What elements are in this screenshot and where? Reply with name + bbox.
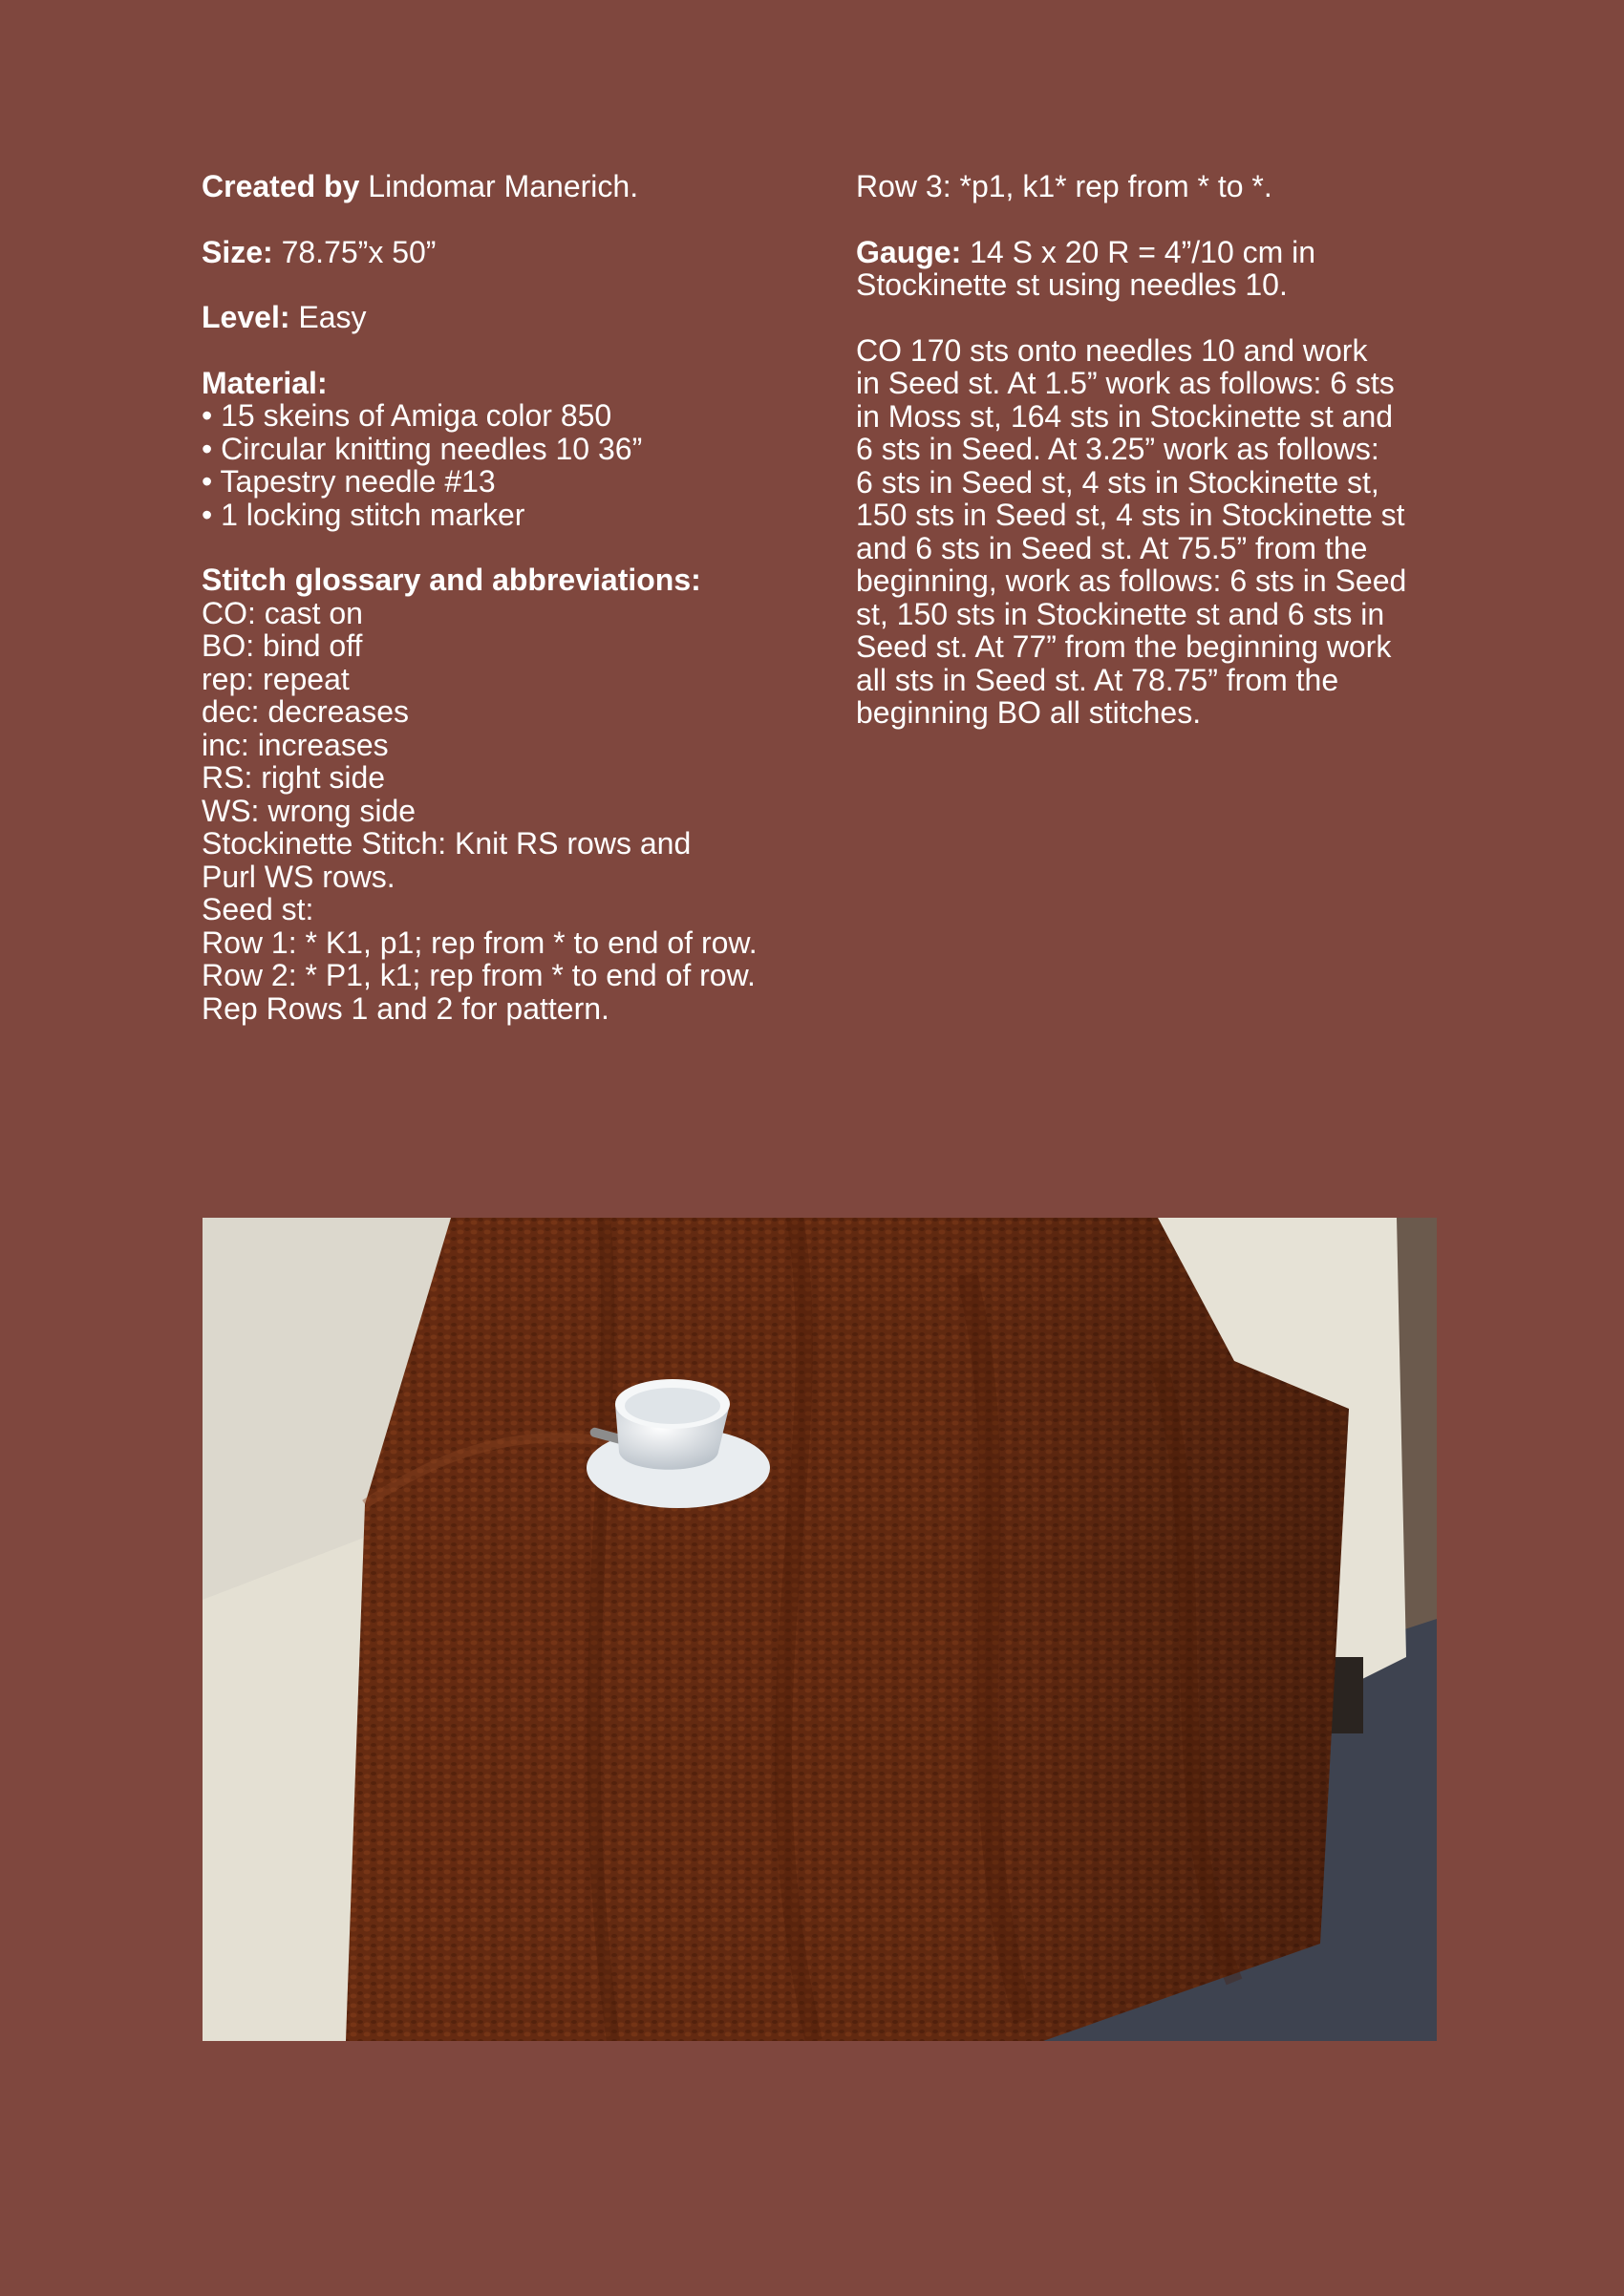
instruction-line: beginning, work as follows: 6 sts in Seed bbox=[856, 563, 1407, 598]
gauge-label: Gauge: bbox=[856, 234, 962, 269]
instruction-line: in Moss st, 164 sts in Stockinette st and bbox=[856, 398, 1394, 434]
created-by bbox=[202, 170, 813, 203]
size-value: 78.75”x 50” bbox=[281, 234, 437, 269]
glossary-line: Purl WS rows. bbox=[202, 859, 395, 894]
gauge-value-2: Stockinette st using needles 10. bbox=[856, 267, 1288, 302]
right-column bbox=[856, 170, 1486, 730]
instruction-line: 150 sts in Seed st, 4 sts in Stockinette st bbox=[856, 498, 1405, 532]
glossary-line: RS: right side bbox=[202, 760, 386, 795]
level-label: Level: bbox=[202, 300, 290, 334]
material-label: Material: bbox=[202, 365, 328, 400]
instruction-line: 6 sts in Seed. At 3.25” work as follows: bbox=[856, 432, 1379, 466]
glossary-line: Rep Rows 1 and 2 for pattern. bbox=[202, 990, 609, 1026]
created-by-label: Created by bbox=[202, 169, 360, 203]
glossary-line: Row 2: * P1, k1; rep from * to end of row. bbox=[202, 958, 756, 992]
glossary-line: dec: decreases bbox=[202, 694, 410, 729]
material-item: • Circular knitting needles 10 36” bbox=[202, 431, 643, 466]
glossary-section bbox=[202, 563, 813, 1025]
blanket-photo-illustration bbox=[203, 1218, 1437, 2041]
level bbox=[202, 301, 813, 334]
blanket-photo bbox=[203, 1218, 1437, 2041]
glossary-line: rep: repeat bbox=[202, 661, 350, 696]
glossary-line: Row 1: * K1, p1; rep from * to end of row. bbox=[202, 925, 758, 960]
instruction-line: CO 170 sts onto needles 10 and work bbox=[856, 332, 1368, 368]
material-item: • Tapestry needle #13 bbox=[202, 464, 496, 499]
glossary-line: Seed st: bbox=[202, 892, 314, 926]
instruction-line: in Seed st. At 1.5” work as follows: 6 sts bbox=[856, 366, 1395, 400]
glossary-label: Stitch glossary and abbreviations: bbox=[202, 563, 701, 597]
material-item: • 15 skeins of Amiga color 850 bbox=[202, 398, 612, 433]
gauge-value: 14 S x 20 R = 4”/10 cm in bbox=[970, 234, 1316, 269]
glossary-line: inc: increases bbox=[202, 727, 389, 762]
glossary-line: Stockinette Stitch: Knit RS rows and bbox=[202, 826, 692, 861]
size-label: Size: bbox=[202, 234, 273, 269]
glossary-line: CO: cast on bbox=[202, 595, 363, 630]
instruction-line: and 6 sts in Seed st. At 75.5” from the bbox=[856, 530, 1368, 565]
material-section bbox=[202, 367, 813, 532]
glossary-line: WS: wrong side bbox=[202, 793, 417, 828]
created-by-value: Lindomar Manerich. bbox=[368, 169, 639, 203]
instruction-line: beginning BO all stitches. bbox=[856, 695, 1202, 730]
glossary-line: BO: bind off bbox=[202, 628, 363, 663]
material-item: • 1 locking stitch marker bbox=[202, 497, 525, 532]
level-value: Easy bbox=[298, 300, 367, 334]
instruction-line: 6 sts in Seed st, 4 sts in Stockinette st, bbox=[856, 464, 1379, 500]
instruction-line: all sts in Seed st. At 78.75” from the bbox=[856, 662, 1339, 697]
instruction-line: Seed st. At 77” from the beginning work bbox=[856, 629, 1392, 664]
row3: Row 3: *p1, k1* rep from * to *. bbox=[856, 169, 1272, 203]
left-column bbox=[202, 170, 813, 1025]
gauge-section bbox=[856, 236, 1486, 302]
size bbox=[202, 236, 813, 269]
instruction-line: st, 150 sts in Stockinette st and 6 sts in bbox=[856, 596, 1385, 631]
instructions bbox=[856, 334, 1486, 730]
